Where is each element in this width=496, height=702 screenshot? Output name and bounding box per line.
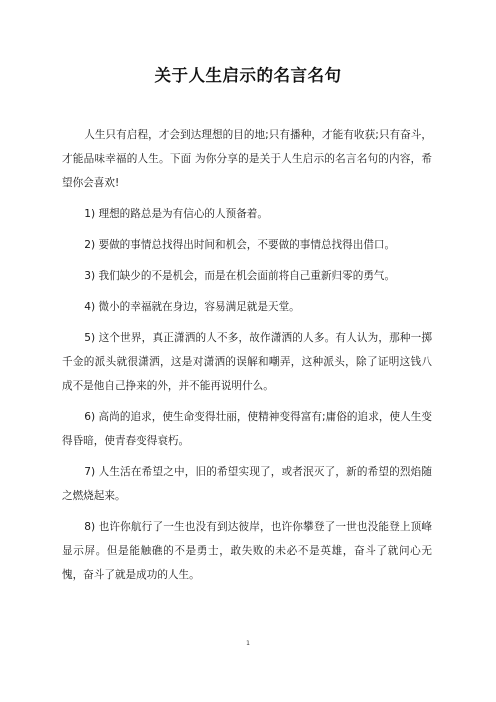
quote-paragraph: 1) 理想的路总是为有信心的人预备着。 bbox=[84, 208, 268, 220]
quote-paragraph: 5) 这个世界，真正潇洒的人不多，故作潇洒的人多。有人认为，那种一掷千金的派头就很潇洒，这是对潇洒的误解和嘲弄，这种派头，除了证明这钱八成不是他自己挣来的外，并不能再说明什么。 bbox=[62, 332, 432, 392]
quote-paragraph: 7) 人生活在希望之中，旧的希望实现了，或者泯灭了，新的希望的烈焰随之燃烧起来。 bbox=[62, 466, 432, 502]
quote-paragraph: 2) 要做的事情总找得出时间和机会，不要做的事情总找得出借口。 bbox=[84, 239, 396, 251]
intro-paragraph: 人生只有启程，才会到达理想的目的地;只有播种，才能有收获;只有奋斗，才能品味幸福的人生。下面 为你分享的是关于人生启示的名言名句的内容，希望你会喜欢! bbox=[62, 129, 432, 189]
document-title: 关于人生启示的名言名句 bbox=[154, 66, 342, 85]
quote-paragraph: 4) 微小的幸福就在身边，容易满足就是天堂。 bbox=[84, 301, 300, 313]
page-number: 1 bbox=[246, 640, 250, 647]
quote-paragraph: 8) 也许你航行了一生也没有到达彼岸，也许你攀登了一世也没能登上顶峰显示屏。但是能触礁的不是勇士，敢失败的未必不是英雄，奋斗了就问心无愧，奋斗了就是成功的人生。 bbox=[62, 521, 432, 581]
document-body bbox=[62, 123, 432, 594]
quote-paragraph: 3) 我们缺少的不是机会，而是在机会面前将自己重新归零的勇气。 bbox=[84, 270, 396, 282]
quote-paragraph: 6) 高尚的追求，使生命变得壮丽，使精神变得富有;庸俗的追求，使人生变得昏暗，使青春变得衰朽。 bbox=[62, 411, 432, 447]
